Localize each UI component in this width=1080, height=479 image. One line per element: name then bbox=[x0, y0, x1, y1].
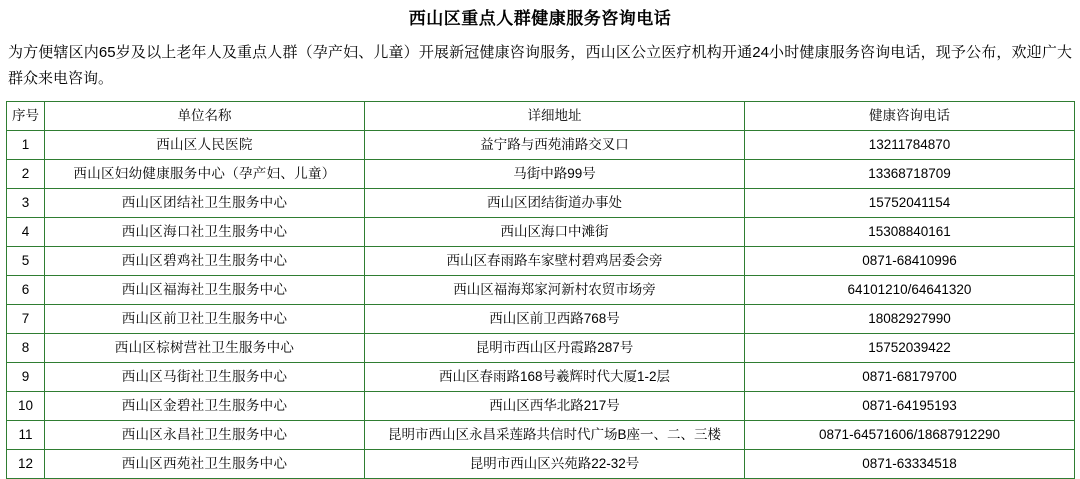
cell-index: 2 bbox=[7, 159, 45, 188]
table-row bbox=[7, 217, 1075, 246]
table-row bbox=[7, 333, 1075, 362]
cell-address: 西山区春雨路车家壁村碧鸡居委会旁 bbox=[365, 246, 745, 275]
cell-index: 7 bbox=[7, 304, 45, 333]
cell-phone: 0871-63334518 bbox=[745, 449, 1075, 478]
cell-index: 3 bbox=[7, 188, 45, 217]
cell-unit-name: 西山区妇幼健康服务中心（孕产妇、儿童） bbox=[45, 159, 365, 188]
cell-phone: 0871-68410996 bbox=[745, 246, 1075, 275]
cell-address: 西山区海口中滩街 bbox=[365, 217, 745, 246]
cell-unit-name: 西山区碧鸡社卫生服务中心 bbox=[45, 246, 365, 275]
cell-unit-name: 西山区团结社卫生服务中心 bbox=[45, 188, 365, 217]
cell-unit-name: 西山区金碧社卫生服务中心 bbox=[45, 391, 365, 420]
table-row bbox=[7, 391, 1075, 420]
cell-address: 西山区春雨路168号羲辉时代大厦1-2层 bbox=[365, 362, 745, 391]
cell-index: 4 bbox=[7, 217, 45, 246]
table-row bbox=[7, 304, 1075, 333]
cell-unit-name: 西山区前卫社卫生服务中心 bbox=[45, 304, 365, 333]
cell-address: 昆明市西山区永昌采莲路共信时代广场B座一、二、三楼 bbox=[365, 420, 745, 449]
cell-address: 益宁路与西苑浦路交叉口 bbox=[365, 130, 745, 159]
cell-unit-name: 西山区马街社卫生服务中心 bbox=[45, 362, 365, 391]
table-header-row bbox=[7, 101, 1075, 130]
cell-address: 昆明市西山区丹霞路287号 bbox=[365, 333, 745, 362]
column-header-unit-name: 单位名称 bbox=[45, 101, 365, 130]
table-row bbox=[7, 246, 1075, 275]
cell-phone: 64101210/64641320 bbox=[745, 275, 1075, 304]
cell-index: 10 bbox=[7, 391, 45, 420]
cell-phone: 13368718709 bbox=[745, 159, 1075, 188]
cell-index: 8 bbox=[7, 333, 45, 362]
cell-phone: 15308840161 bbox=[745, 217, 1075, 246]
column-header-address: 详细地址 bbox=[365, 101, 745, 130]
cell-index: 11 bbox=[7, 420, 45, 449]
cell-index: 6 bbox=[7, 275, 45, 304]
column-header-phone: 健康咨询电话 bbox=[745, 101, 1075, 130]
table-row bbox=[7, 130, 1075, 159]
page-title: 西山区重点人群健康服务咨询电话 bbox=[408, 9, 672, 28]
cell-index: 9 bbox=[7, 362, 45, 391]
cell-address: 西山区前卫西路768号 bbox=[365, 304, 745, 333]
cell-unit-name: 西山区海口社卫生服务中心 bbox=[45, 217, 365, 246]
cell-address: 昆明市西山区兴苑路22-32号 bbox=[365, 449, 745, 478]
table-row bbox=[7, 420, 1075, 449]
cell-index: 1 bbox=[7, 130, 45, 159]
intro-paragraph: 为方便辖区内65岁及以上老年人及重点人群（孕产妇、儿童）开展新冠健康咨询服务，西山区公立医疗机构开通24小时健康服务咨询电话，现予公布，欢迎广大群众来电咨询。 bbox=[8, 44, 1072, 88]
cell-index: 5 bbox=[7, 246, 45, 275]
cell-unit-name: 西山区人民医院 bbox=[45, 130, 365, 159]
table-row bbox=[7, 159, 1075, 188]
cell-phone: 15752041154 bbox=[745, 188, 1075, 217]
table-row bbox=[7, 275, 1075, 304]
cell-unit-name: 西山区福海社卫生服务中心 bbox=[45, 275, 365, 304]
cell-unit-name: 西山区永昌社卫生服务中心 bbox=[45, 420, 365, 449]
cell-phone: 0871-64195193 bbox=[745, 391, 1075, 420]
cell-unit-name: 西山区西苑社卫生服务中心 bbox=[45, 449, 365, 478]
table-row bbox=[7, 188, 1075, 217]
cell-address: 马街中路99号 bbox=[365, 159, 745, 188]
cell-phone: 0871-64571606/18687912290 bbox=[745, 420, 1075, 449]
cell-phone: 0871-68179700 bbox=[745, 362, 1075, 391]
cell-unit-name: 西山区棕树营社卫生服务中心 bbox=[45, 333, 365, 362]
cell-address: 西山区团结街道办事处 bbox=[365, 188, 745, 217]
health-hotline-table bbox=[6, 101, 1075, 479]
cell-address: 西山区福海郑家河新村农贸市场旁 bbox=[365, 275, 745, 304]
column-header-index: 序号 bbox=[7, 101, 45, 130]
cell-index: 12 bbox=[7, 449, 45, 478]
cell-phone: 18082927990 bbox=[745, 304, 1075, 333]
table-row bbox=[7, 362, 1075, 391]
cell-address: 西山区西华北路217号 bbox=[365, 391, 745, 420]
cell-phone: 15752039422 bbox=[745, 333, 1075, 362]
cell-phone: 13211784870 bbox=[745, 130, 1075, 159]
